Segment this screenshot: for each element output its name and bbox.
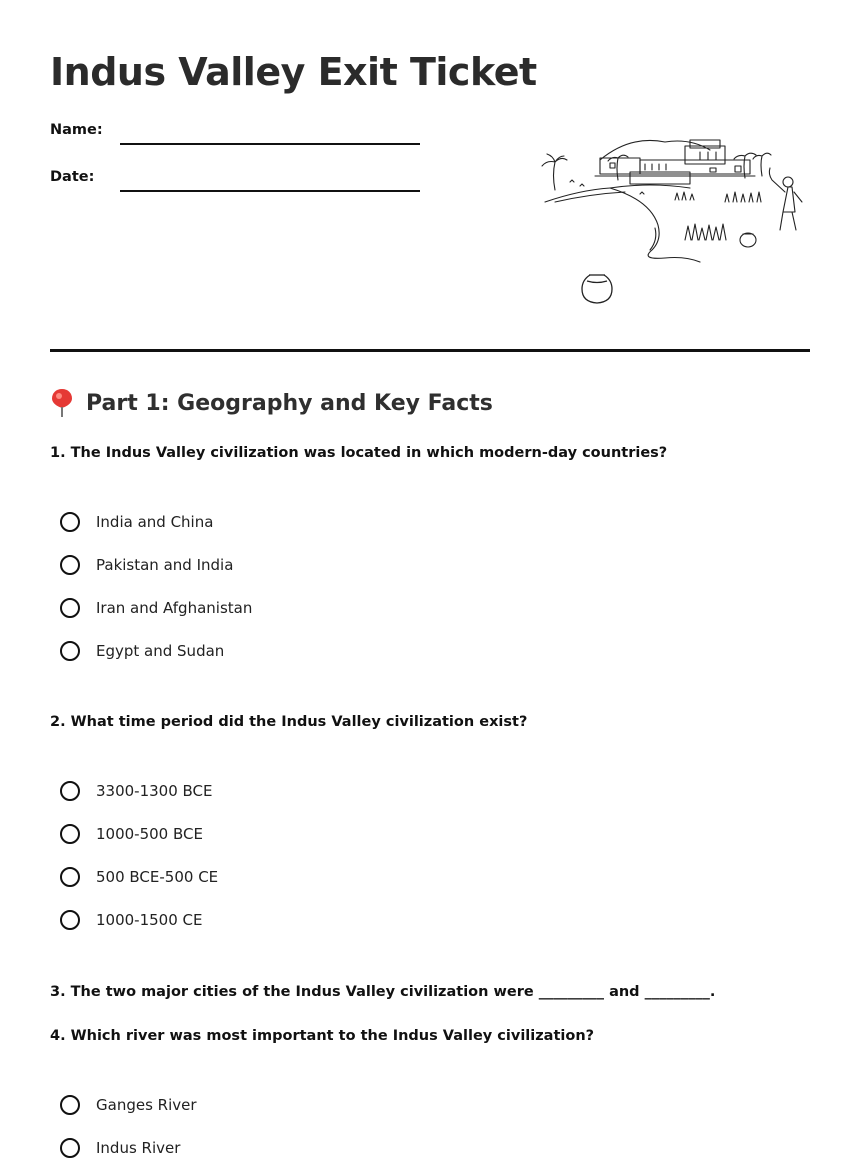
q2-option-4[interactable]: [60, 910, 202, 930]
q2-option-1[interactable]: [60, 781, 213, 801]
option-label: Iran and Afghanistan: [96, 599, 253, 617]
q1-option-3[interactable]: [60, 598, 252, 618]
radio-button[interactable]: [60, 1138, 80, 1158]
pot-icon: [579, 270, 615, 306]
q2-option-3[interactable]: [60, 867, 218, 887]
question-2: 2. What time period did the Indus Valley civilization exist?: [50, 714, 528, 730]
question-3: 3. The two major cities of the Indus Valley civilization were _________ and _________.: [50, 984, 716, 1000]
option-label: Indus River: [96, 1139, 181, 1157]
q1-option-1[interactable]: [60, 512, 213, 532]
q4-option-1[interactable]: [60, 1095, 197, 1115]
radio-button[interactable]: [60, 867, 80, 887]
option-label: 1000-500 BCE: [96, 825, 203, 843]
radio-button[interactable]: [60, 555, 80, 575]
date-label: Date:: [50, 169, 95, 185]
page-title: Indus Valley Exit Ticket: [50, 50, 537, 94]
q4-option-2[interactable]: [60, 1138, 180, 1158]
radio-button[interactable]: [60, 1095, 80, 1115]
section-title-part-1: [50, 388, 493, 418]
name-field[interactable]: [120, 143, 420, 145]
section-divider: [50, 349, 810, 352]
radio-button[interactable]: [60, 781, 80, 801]
option-label: Egypt and Sudan: [96, 642, 225, 660]
q1-option-4[interactable]: [60, 641, 224, 661]
option-label: 500 BCE-500 CE: [96, 868, 219, 886]
date-field[interactable]: [120, 190, 420, 192]
radio-button[interactable]: [60, 641, 80, 661]
option-label: Pakistan and India: [96, 556, 234, 574]
radio-button[interactable]: [60, 598, 80, 618]
pin-icon: [50, 388, 74, 418]
name-label: Name:: [50, 122, 103, 138]
option-label: 1000-1500 CE: [96, 911, 203, 929]
option-label: 3300-1300 BCE: [96, 782, 213, 800]
question-1: 1. The Indus Valley civilization was located in which modern-day countries?: [50, 445, 668, 461]
question-4: 4. Which river was most important to the Indus Valley civilization?: [50, 1028, 595, 1044]
radio-button[interactable]: [60, 910, 80, 930]
option-label: Ganges River: [96, 1096, 197, 1114]
radio-button[interactable]: [60, 512, 80, 532]
q2-option-2[interactable]: [60, 824, 203, 844]
section-title-text: Part 1: Geography and Key Facts: [86, 390, 493, 416]
option-label: India and China: [96, 513, 214, 531]
q1-option-2[interactable]: [60, 555, 233, 575]
radio-button[interactable]: [60, 824, 80, 844]
